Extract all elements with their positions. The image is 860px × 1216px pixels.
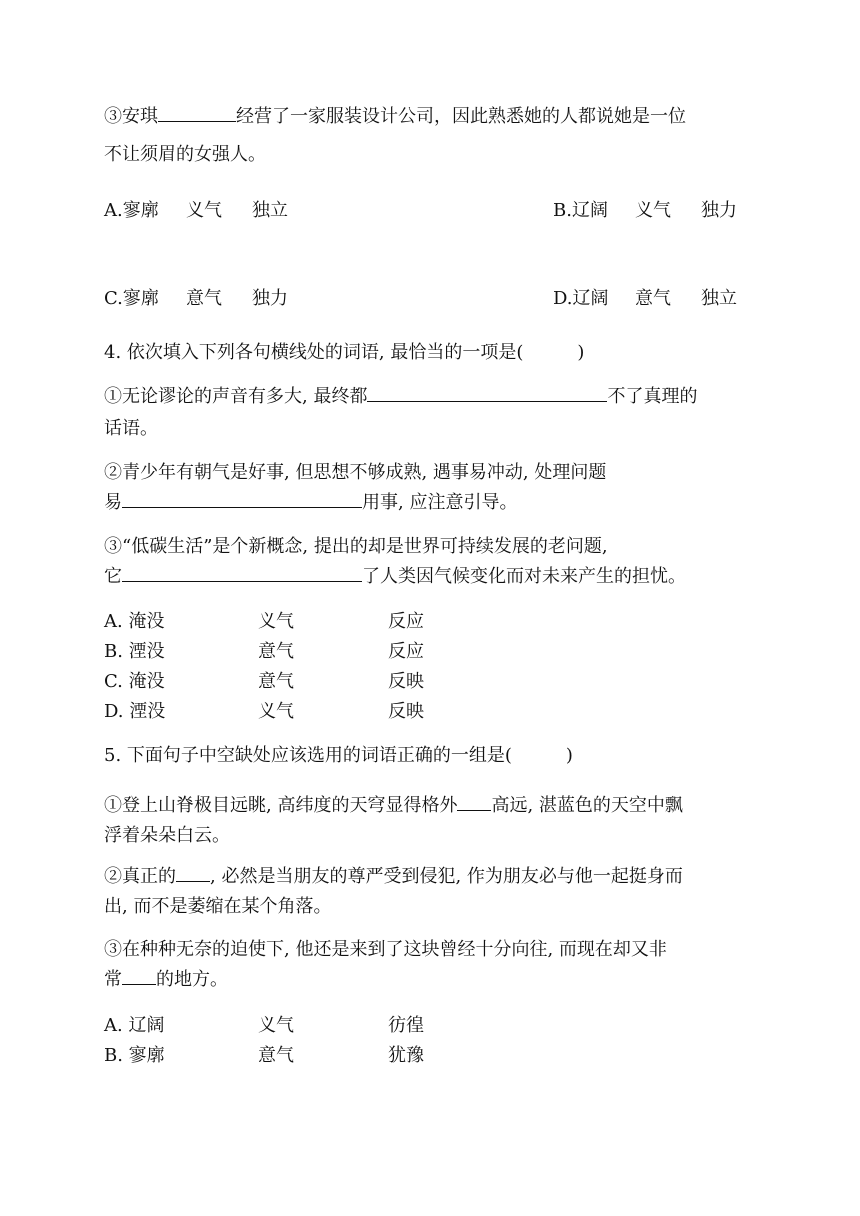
q4-sentence-2: ②青少年有朝气是好事, 但思想不够成熟, 遇事易冲动, 处理问题 xyxy=(104,462,607,483)
q3-option-b[interactable]: B.辽阔 义气 独力 xyxy=(553,200,737,221)
q5-sentence-2-cont: 出, 而不是萎缩在某个角落。 xyxy=(104,896,332,917)
q5-sentence-3: ③在种种无奈的迫使下, 他还是来到了这块曾经十分向往, 而现在却又非 xyxy=(104,939,667,960)
q4-sentence-1: ①无论谬论的声音有多大, 最终都 不了真理的 xyxy=(104,382,697,412)
q3-option-d[interactable]: D.辽阔 意气 独立 xyxy=(553,288,737,309)
q5-sentence-3-cont: 常 的地方。 xyxy=(104,965,228,995)
q4-stem: 4. 依次填入下列各句横线处的词语, 最恰当的一项是( ) xyxy=(104,342,585,363)
q5-sentence-2: ②真正的 , 必然是当朋友的尊严受到侵犯, 作为朋友必与他一起挺身而 xyxy=(104,862,683,892)
q4-sentence-3: ③“低碳生活”是个新概念, 提出的却是世界可持续发展的老问题, xyxy=(104,536,608,557)
q5-sentence-1-cont: 浮着朵朵白云。 xyxy=(104,825,230,846)
answer-blank[interactable] xyxy=(158,103,236,122)
answer-blank[interactable] xyxy=(122,563,362,582)
q5-option-b[interactable]: B. 寥廓 意气 犹豫 xyxy=(104,1045,424,1066)
q3-item3-prefix: ③安琪 xyxy=(104,106,158,127)
answer-blank[interactable] xyxy=(122,966,156,985)
q3-option-a[interactable]: A.寥廓 义气 独立 xyxy=(104,200,288,221)
q5-stem: 5. 下面句子中空缺处应该选用的词语正确的一组是( ) xyxy=(104,745,573,766)
q4-option-b[interactable]: B. 湮没 意气 反应 xyxy=(104,641,424,662)
answer-blank[interactable] xyxy=(457,792,491,811)
q4-option-a[interactable]: A. 淹没 义气 反应 xyxy=(104,611,424,632)
q3-item3-text-cont: 不让须眉的女强人。 xyxy=(104,144,266,165)
answer-blank[interactable] xyxy=(176,863,210,882)
q4-sentence-1-cont: 话语。 xyxy=(104,418,158,439)
q3-item3-line1 xyxy=(104,102,686,132)
q4-option-d[interactable]: D. 湮没 义气 反映 xyxy=(104,701,424,722)
q3-option-c[interactable]: C.寥廓 意气 独力 xyxy=(104,288,288,309)
q3-item3-line2 xyxy=(104,140,266,170)
q4-option-c[interactable]: C. 淹没 意气 反映 xyxy=(104,671,424,692)
q5-option-a[interactable]: A. 辽阔 义气 彷徨 xyxy=(104,1015,424,1036)
answer-blank[interactable] xyxy=(122,489,362,508)
q4-sentence-2-cont: 易 用事, 应注意引导。 xyxy=(104,488,517,518)
answer-blank[interactable] xyxy=(367,383,607,402)
q3-item3-text: 经营了一家服装设计公司，因此熟悉她的人都说她是一位 xyxy=(236,106,686,127)
q5-sentence-1: ①登上山脊极目远眺, 高纬度的天穹显得格外 高远, 湛蓝色的天空中飘 xyxy=(104,791,683,821)
q4-sentence-3-cont: 它 了人类因气候变化而对未来产生的担忧。 xyxy=(104,562,686,592)
